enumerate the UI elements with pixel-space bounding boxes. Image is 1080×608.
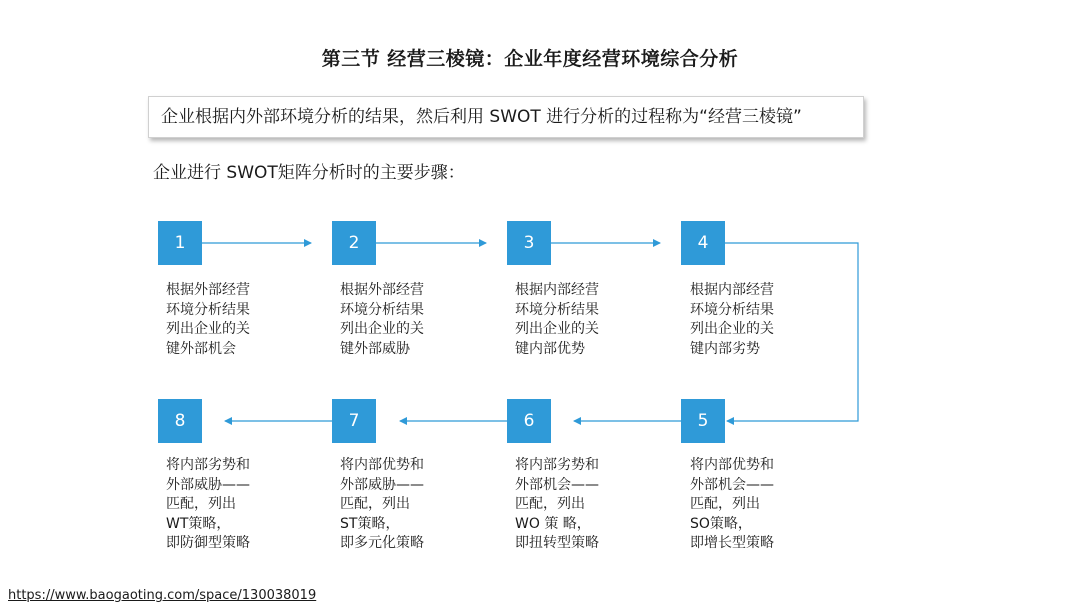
step-1-box: 1: [158, 221, 202, 265]
step-5-text: 将内部优势和 外部机会—— 匹配，列出 SO策略， 即增长型策略: [690, 457, 774, 551]
definition-box: 企业根据内外部环境分析的结果，然后利用 SWOT 进行分析的过程称为“经营三棱镜”: [148, 96, 864, 138]
step-2-text: 根据外部经营 环境分析结果 列出企业的关 键外部威胁: [340, 282, 424, 357]
step-2-box: 2: [332, 221, 376, 265]
step-1-text: 根据外部经营 环境分析结果 列出企业的关 键外部机会: [166, 282, 250, 357]
step-3-box: 3: [507, 221, 551, 265]
page-title: 第三节 经营三棱镜：企业年度经营环境综合分析: [321, 48, 739, 70]
step-4-box: 4: [681, 221, 725, 265]
step-7-text: 将内部优势和 外部威胁—— 匹配，列出 ST策略， 即多元化策略: [340, 457, 424, 551]
source-url-link[interactable]: https://www.baogaoting.com/space/130038019: [8, 588, 317, 603]
step-3-text: 根据内部经营 环境分析结果 列出企业的关 键内部优势: [515, 282, 599, 357]
step-8-box: 8: [158, 399, 202, 443]
steps-heading: 企业进行 SWOT矩阵分析时的主要步骤：: [153, 163, 465, 183]
step-5-box: 5: [681, 399, 725, 443]
step-6-text: 将内部劣势和 外部机会—— 匹配，列出 WO 策 略， 即扭转型策略: [515, 457, 599, 551]
step-6-box: 6: [507, 399, 551, 443]
step-4-text: 根据内部经营 环境分析结果 列出企业的关 键内部劣势: [690, 282, 774, 357]
step-8-text: 将内部劣势和 外部威胁—— 匹配，列出 WT策略， 即防御型策略: [166, 457, 250, 551]
step-7-box: 7: [332, 399, 376, 443]
